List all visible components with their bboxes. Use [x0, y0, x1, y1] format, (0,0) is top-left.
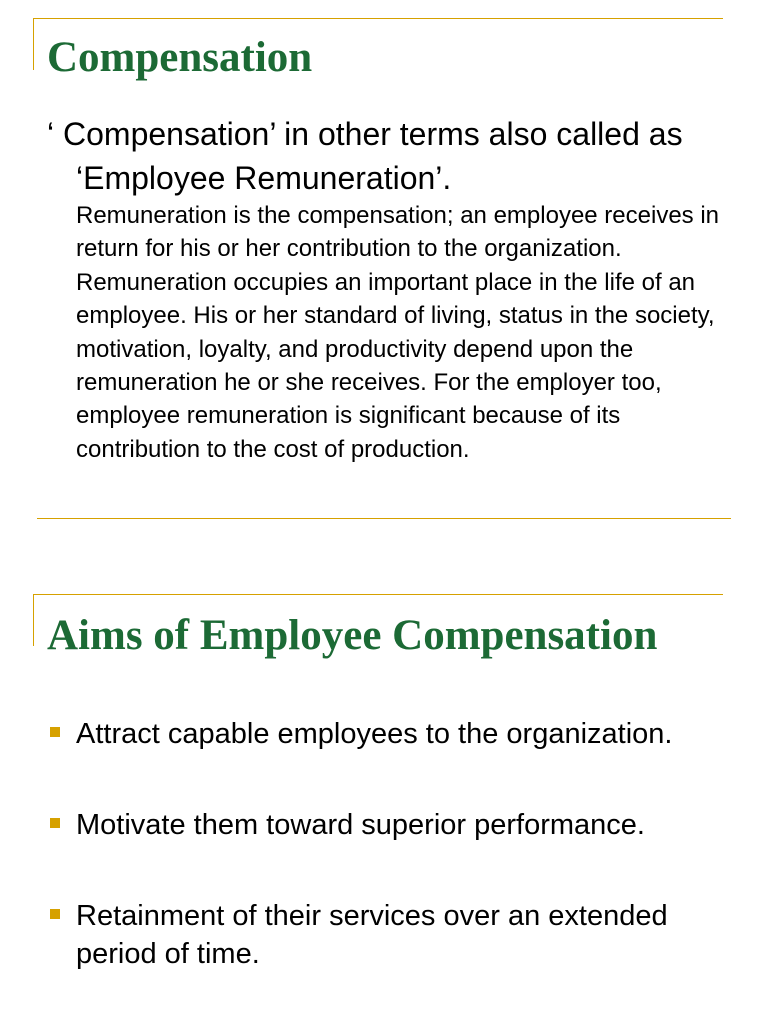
square-bullet-icon	[50, 818, 60, 828]
left-divider	[33, 18, 34, 70]
lead-paragraph: ‘ Compensation’ in other terms also called as ‘Employee Remuneration’.	[47, 116, 683, 196]
square-bullet-icon	[50, 727, 60, 737]
top-divider	[33, 18, 723, 19]
slide-title: Compensation	[47, 34, 313, 81]
bullet-list	[47, 715, 727, 973]
top-divider	[33, 594, 723, 595]
bottom-divider	[37, 518, 731, 519]
body-paragraph: Remuneration is the compensation; an employee receives in return for his or her contribution to the organization. Remuneration occupies an important place in the life of an employee. His or her standard of living, status in the society, motivation, loyalty, and productivity depend upon the remuneration he or she receives. For the employer too, employee remuneration is significant because of its contribution to the cost of production.	[76, 202, 720, 463]
slide-aims	[0, 590, 768, 1024]
bullet-text: Motivate them toward superior performance.	[76, 809, 645, 841]
bullet-text: Retainment of their services over an extended period of time.	[76, 900, 668, 970]
list-item	[47, 715, 727, 753]
slide-title: Aims of Employee Compensation	[47, 612, 658, 659]
left-divider	[33, 594, 34, 646]
square-bullet-icon	[50, 909, 60, 919]
bullet-text: Attract capable employees to the organization.	[76, 718, 673, 750]
list-item	[47, 806, 727, 844]
list-item	[47, 897, 727, 973]
